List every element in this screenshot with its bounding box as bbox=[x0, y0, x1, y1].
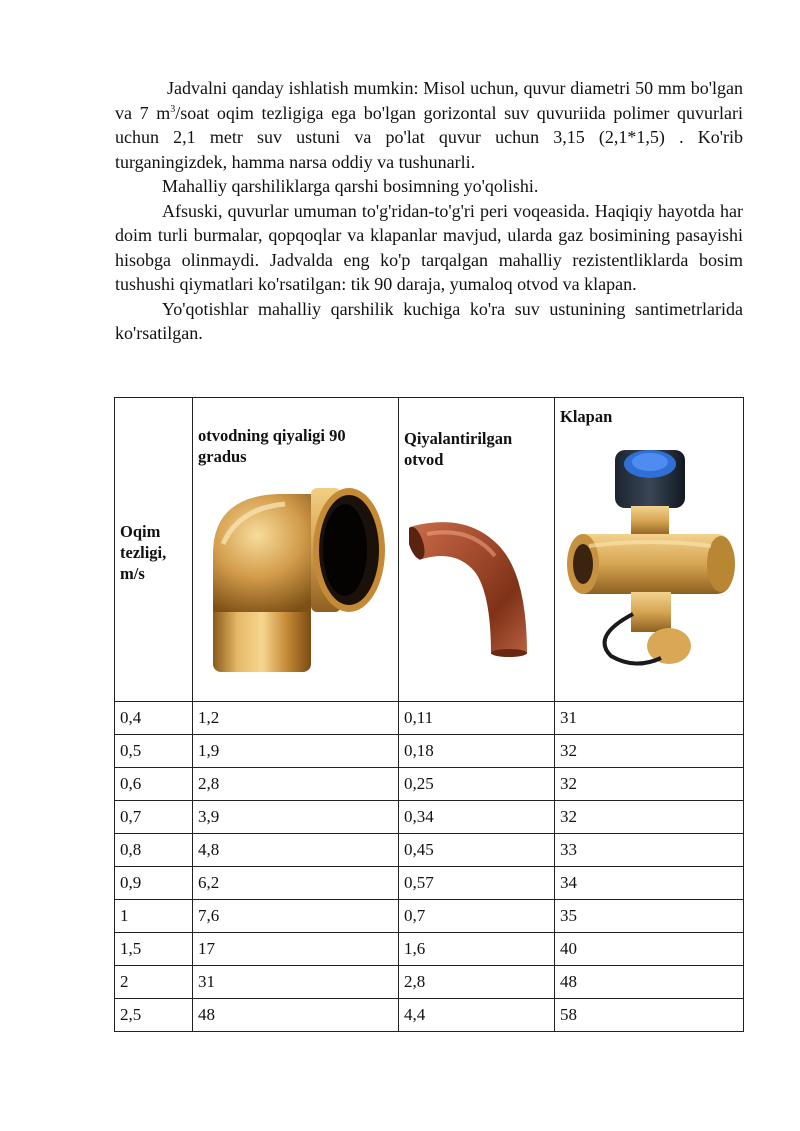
table-cell: 2 bbox=[115, 966, 193, 999]
table-row bbox=[115, 900, 744, 933]
table-cell: 2,5 bbox=[115, 999, 193, 1032]
table-row bbox=[115, 702, 744, 735]
header-flow-speed bbox=[115, 398, 193, 702]
header-angled-bend bbox=[399, 398, 555, 702]
table-cell: 32 bbox=[555, 801, 744, 834]
table-cell: 1,5 bbox=[115, 933, 193, 966]
table-cell: 2,8 bbox=[193, 768, 399, 801]
brass-valve-image bbox=[561, 446, 737, 673]
table-cell: 48 bbox=[193, 999, 399, 1032]
header-angled-bend-label: Qiyalantirilgan otvod bbox=[404, 429, 513, 469]
table-cell: 0,7 bbox=[115, 801, 193, 834]
table-row bbox=[115, 768, 744, 801]
table-cell: 1,6 bbox=[399, 933, 555, 966]
table-cell: 1,2 bbox=[193, 702, 399, 735]
table-cell: 0,4 bbox=[115, 702, 193, 735]
pressure-loss-table bbox=[114, 397, 744, 1032]
superscript-3: 3 bbox=[170, 103, 176, 115]
table-row bbox=[115, 933, 744, 966]
table-cell: 32 bbox=[555, 768, 744, 801]
table-cell: 0,45 bbox=[399, 834, 555, 867]
table-row bbox=[115, 735, 744, 768]
table-cell: 0,7 bbox=[399, 900, 555, 933]
table-cell: 34 bbox=[555, 867, 744, 900]
table-cell: 0,25 bbox=[399, 768, 555, 801]
table-cell: 4,4 bbox=[399, 999, 555, 1032]
table-cell: 6,2 bbox=[193, 867, 399, 900]
table-cell: 0,34 bbox=[399, 801, 555, 834]
table-cell: 0,8 bbox=[115, 834, 193, 867]
table-cell: 0,9 bbox=[115, 867, 193, 900]
table-cell: 33 bbox=[555, 834, 744, 867]
header-elbow-90-label: otvodning qiyaligi 90 gradus bbox=[198, 426, 346, 466]
copper-bend-image bbox=[409, 508, 539, 663]
table-cell: 40 bbox=[555, 933, 744, 966]
body-text bbox=[115, 76, 743, 346]
paragraph-intro-rest: /soat oqim tezligiga ega bo'lgan gorizontal suv quvuriida polimer quvurlari uchun 2,1 metr suv ustuni va po'lat quvur uchun 3,15 (2,1*1,5) . Ko'rib turganingizdek, hamma narsa oddiy va tushunarli. bbox=[115, 102, 743, 172]
table-header-row bbox=[115, 398, 744, 702]
table-cell: 1 bbox=[115, 900, 193, 933]
table-cell: 0,18 bbox=[399, 735, 555, 768]
table-row bbox=[115, 966, 744, 999]
paragraph-intro-text: Jadvalni qanday ishlatish mumkin: Misol uchun, quvur diametri 50 mm bo'lgan va 7 m bbox=[115, 78, 743, 123]
table-cell: 31 bbox=[555, 702, 744, 735]
table-cell: 32 bbox=[555, 735, 744, 768]
header-elbow-90 bbox=[193, 398, 399, 702]
header-flow-speed-label: Oqim tezligi, m/s bbox=[120, 522, 167, 583]
header-valve bbox=[555, 398, 744, 702]
table-cell: 1,9 bbox=[193, 735, 399, 768]
table-cell: 35 bbox=[555, 900, 744, 933]
paragraph-heading: Mahalliy qarshiliklarga qarshi bosimning yo'qolishi. bbox=[162, 176, 539, 196]
table-cell: 0,6 bbox=[115, 768, 193, 801]
table-cell: 0,5 bbox=[115, 735, 193, 768]
header-valve-label: Klapan bbox=[560, 407, 613, 426]
table-cell: 48 bbox=[555, 966, 744, 999]
table-cell: 0,11 bbox=[399, 702, 555, 735]
table-row bbox=[115, 999, 744, 1032]
brass-elbow-image bbox=[199, 484, 385, 681]
table-row bbox=[115, 867, 744, 900]
paragraph-explanation: Afsuski, quvurlar umuman to'g'ridan-to'g'ri peri voqeasida. Haqiqiy hayotda har doim turli burmalar, qopqoqlar va klapanlar mavjud, ularda gaz bosimining pasayishi hisobga olinmaydi. Jadvalda eng ko'p tarqalgan mahalliy rezistentliklarda bosim tushushi qiymatlari ko'rsatilgan: tik 90 daraja, yumaloq otvod va klapan. bbox=[115, 200, 743, 294]
table-cell: 7,6 bbox=[193, 900, 399, 933]
paragraph-note: Yo'qotishlar mahalliy qarshilik kuchiga ko'ra suv ustunining santimetrlarida ko'rsatilgan. bbox=[115, 298, 743, 343]
table-cell: 17 bbox=[193, 933, 399, 966]
table-cell: 2,8 bbox=[399, 966, 555, 999]
table-cell: 4,8 bbox=[193, 834, 399, 867]
table-cell: 0,57 bbox=[399, 867, 555, 900]
table-row bbox=[115, 801, 744, 834]
table-cell: 3,9 bbox=[193, 801, 399, 834]
table-cell: 58 bbox=[555, 999, 744, 1032]
table-cell: 31 bbox=[193, 966, 399, 999]
table-row bbox=[115, 834, 744, 867]
paragraph-intro bbox=[115, 76, 743, 174]
